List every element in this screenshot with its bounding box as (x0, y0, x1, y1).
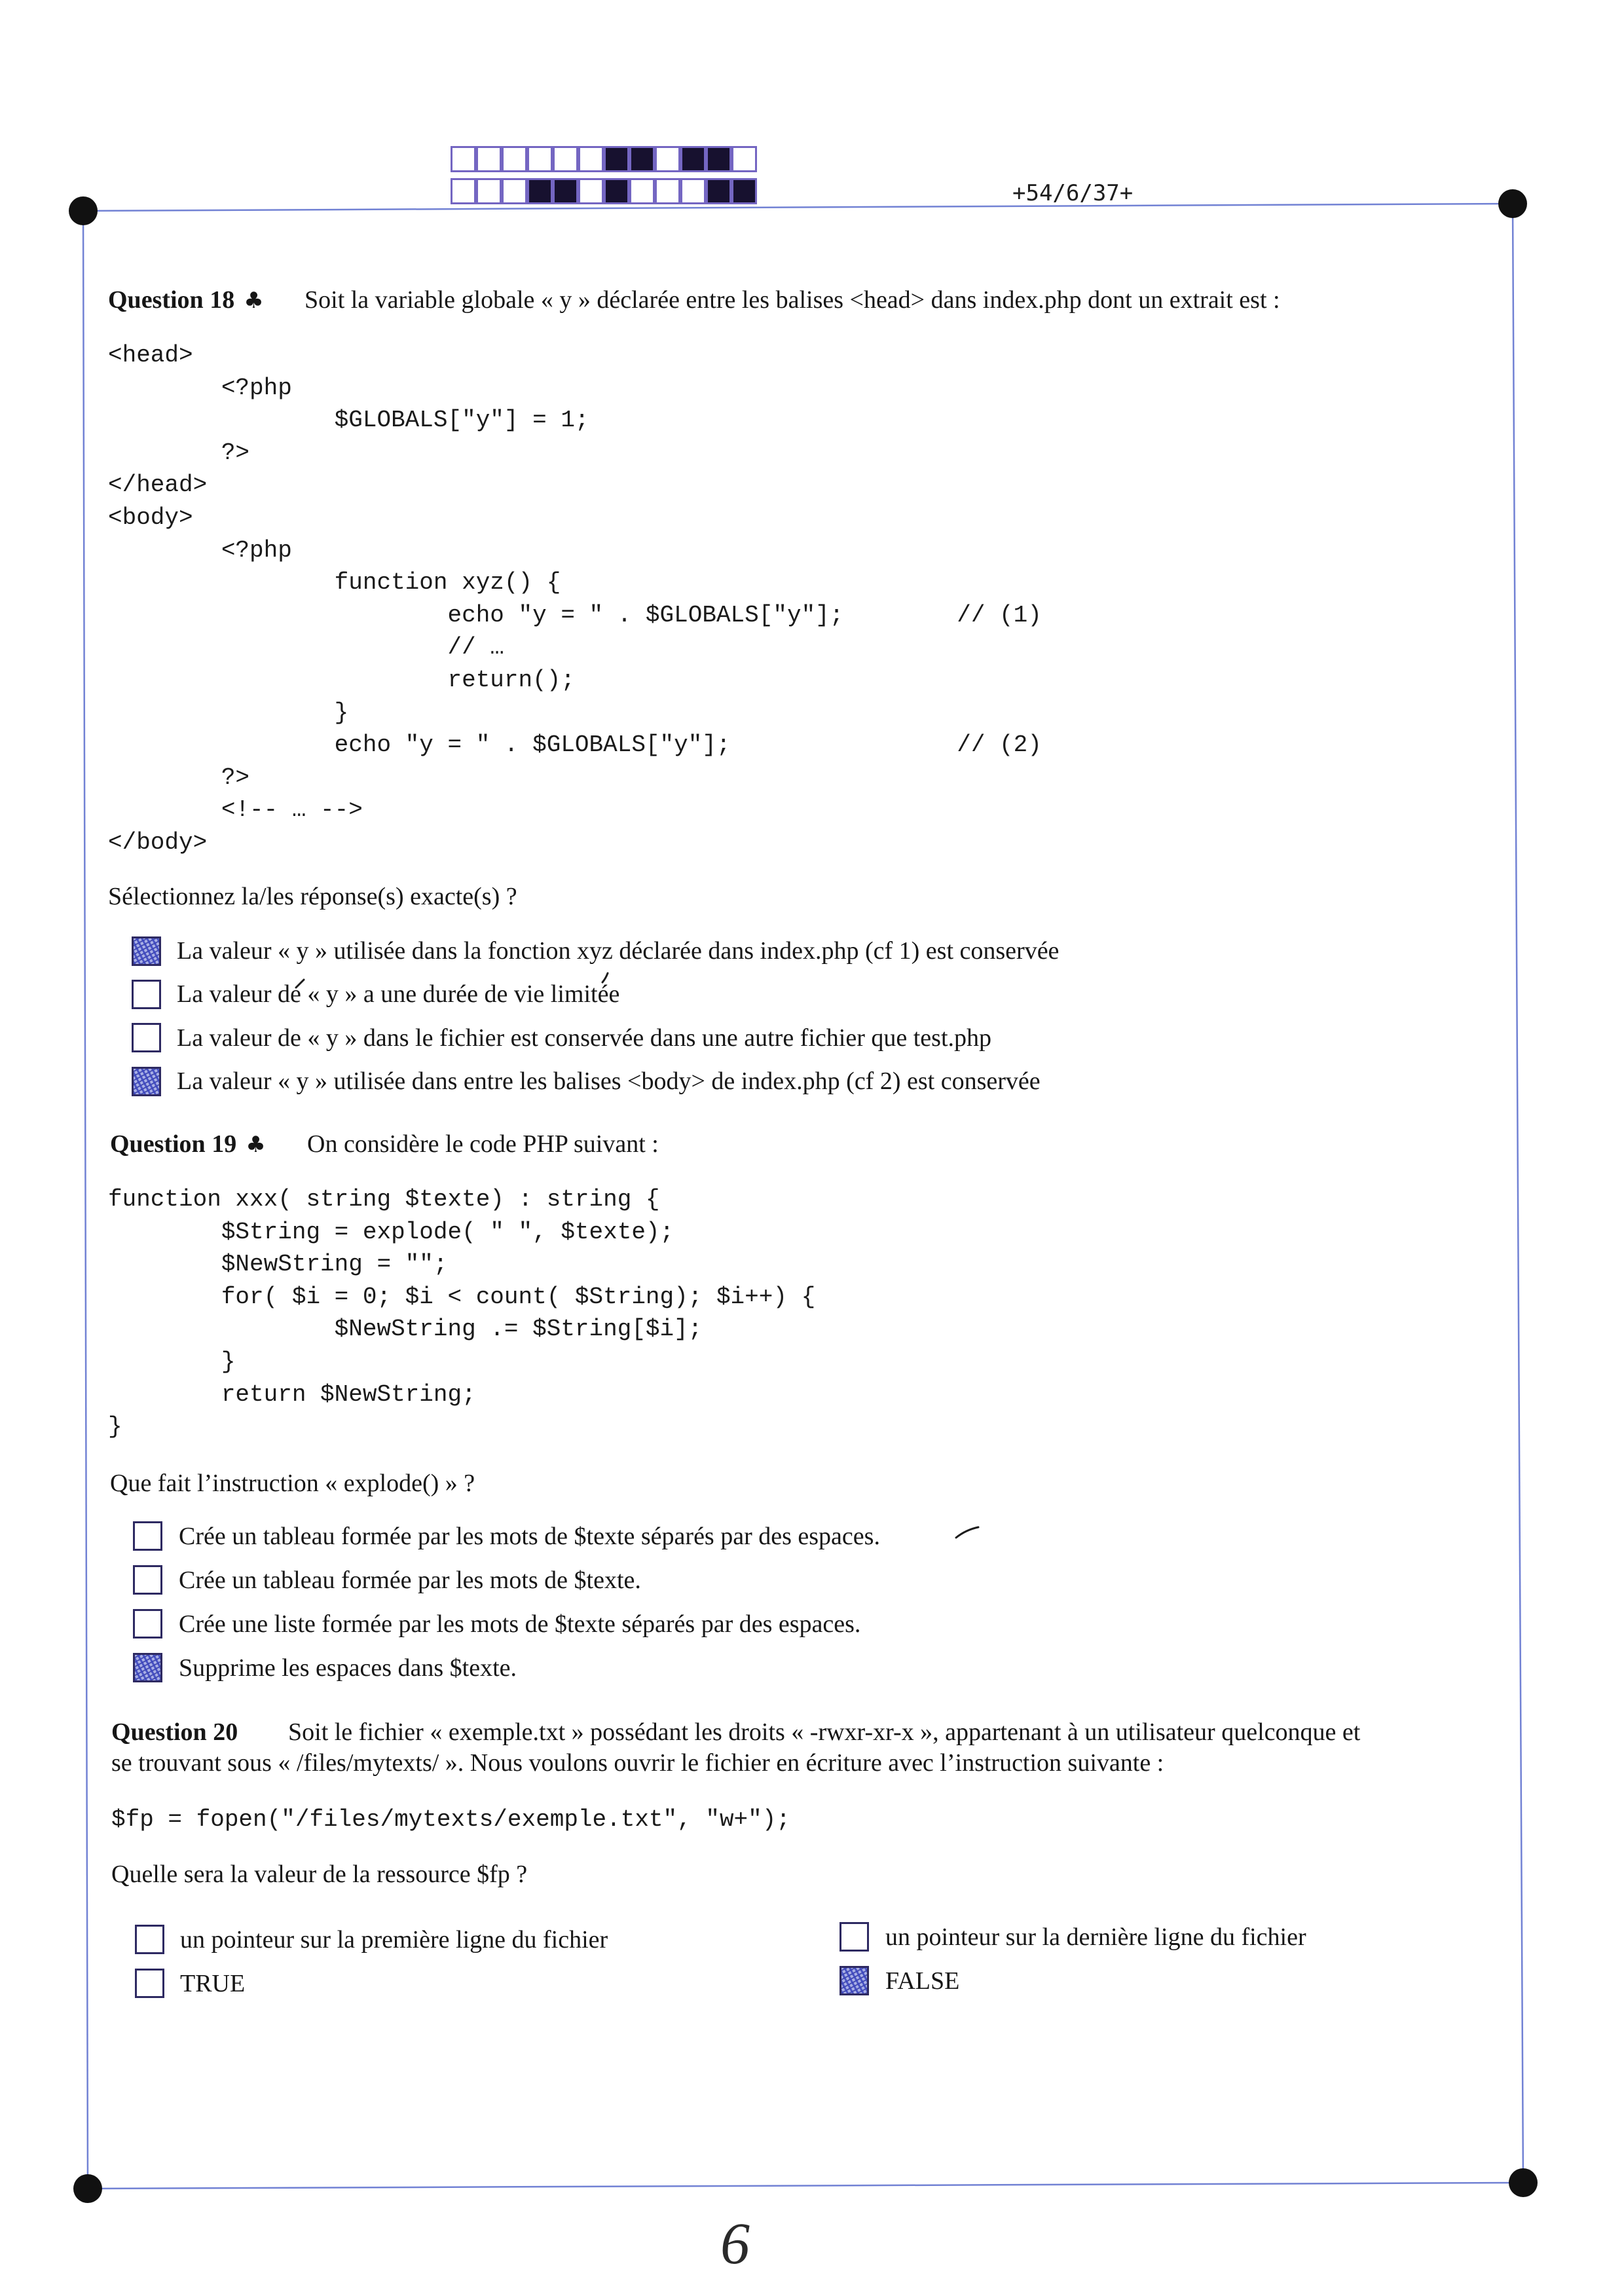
code-line: <?php (108, 374, 292, 401)
code-line: </head> (108, 472, 208, 499)
answer-option[interactable] (133, 1646, 880, 1690)
answer-option[interactable] (135, 1961, 608, 2005)
question-label: Question 18 (108, 286, 235, 314)
id-box (502, 178, 527, 204)
answer-checkbox[interactable] (132, 980, 161, 1009)
id-box (629, 178, 655, 204)
question-label: Question 20 (111, 1718, 238, 1746)
frame-right-line (1513, 204, 1523, 2183)
id-box (604, 178, 629, 204)
id-box (502, 146, 527, 172)
answer-option[interactable] (132, 1060, 1059, 1103)
code-line: ?> (108, 764, 250, 791)
code-line: } (108, 1348, 236, 1375)
code-line: } (108, 699, 349, 726)
question-20-instruction: Quelle sera la valeur de la ressource $fp ? (111, 1861, 528, 1888)
code-line: <head> (108, 342, 193, 369)
answer-checkbox[interactable] (133, 1521, 162, 1551)
id-box (706, 146, 731, 172)
club-symbol-icon: ♣ (244, 287, 264, 314)
sheet-code: +54/6/37+ (1012, 180, 1134, 206)
question-19-header (110, 1128, 266, 1161)
answer-checkbox[interactable] (133, 1653, 162, 1682)
id-box (476, 178, 502, 204)
answer-option[interactable] (132, 929, 1059, 972)
answer-checkbox[interactable] (132, 936, 161, 966)
answer-checkbox[interactable] (840, 1922, 869, 1952)
answer-checkbox[interactable] (133, 1609, 162, 1639)
id-box (680, 178, 706, 204)
answer-checkbox[interactable] (135, 1969, 164, 1998)
code-line: return $NewString; (108, 1380, 476, 1408)
id-box (476, 146, 502, 172)
answer-option[interactable] (135, 1917, 608, 1961)
id-box (578, 178, 604, 204)
code-line: echo "y = " . $GLOBALS["y"]; // (2) (108, 731, 1042, 759)
answer-option-text: TRUE (180, 1969, 246, 1997)
answer-option-text: La valeur de « y » dans le fichier est conservée dans une autre fichier que test.php (177, 1024, 991, 1052)
answer-option-text: Crée un tableau formée par les mots de $texte. (179, 1566, 641, 1594)
question-label: Question 19 (110, 1130, 237, 1158)
code-line: <!-- … --> (108, 796, 363, 824)
question-19-options (133, 1514, 880, 1690)
id-box (629, 146, 655, 172)
id-box-row (451, 146, 757, 172)
question-18-code-listing (108, 339, 1042, 859)
id-box (578, 146, 604, 172)
id-box (451, 146, 476, 172)
question-18-prompt: Soit la variable globale « y » déclarée entre les balises <head> dans index.php dont un extrait est : (304, 286, 1280, 314)
answer-checkbox[interactable] (132, 1067, 161, 1096)
answer-option[interactable] (133, 1514, 880, 1558)
registration-dot-bottom-left (73, 2174, 102, 2203)
code-line: // … (108, 634, 504, 661)
answer-option[interactable] (840, 1915, 1306, 1959)
frame-top-line (83, 204, 1513, 211)
answer-option-text: un pointeur sur la première ligne du fichier (180, 1925, 608, 1953)
registration-dot-top-left (69, 196, 98, 225)
id-box (527, 146, 553, 172)
question-20-prompt-line: se trouvant sous « /files/mytexts/ ». Nous voulons ouvrir le fichier en écriture avec l’instruction suivante : (111, 1749, 1164, 1777)
question-20-code-listing (111, 1804, 790, 1836)
question-20-options-right-column (840, 1915, 1306, 2003)
answer-option[interactable] (133, 1602, 880, 1646)
registration-dot-bottom-right (1509, 2168, 1538, 2197)
code-line: } (108, 1413, 122, 1441)
code-line: echo "y = " . $GLOBALS["y"]; // (1) (108, 601, 1042, 629)
question-18-instruction: Sélectionnez la/les réponse(s) exacte(s) ? (108, 883, 517, 910)
answer-option-text: un pointeur sur la dernière ligne du fichier (885, 1923, 1306, 1951)
answer-checkbox[interactable] (133, 1565, 162, 1595)
code-line: return(); (108, 666, 575, 694)
id-box (731, 146, 757, 172)
code-line: $NewString = ""; (108, 1251, 448, 1278)
id-box (655, 146, 680, 172)
id-box (680, 146, 706, 172)
answer-option[interactable] (132, 1016, 1059, 1060)
question-19-code-listing (108, 1183, 815, 1443)
code-line: <?php (108, 536, 292, 564)
code-line: function xyz() { (108, 569, 561, 597)
id-box-row (451, 178, 757, 204)
pen-mark (956, 1527, 978, 1538)
question-18-header (108, 284, 264, 317)
question-19-prompt: On considère le code PHP suivant : (307, 1130, 659, 1158)
frame-bottom-line (88, 2183, 1523, 2189)
question-20-header (111, 1716, 238, 1749)
id-box (527, 178, 553, 204)
answer-checkbox[interactable] (132, 1023, 161, 1052)
question-20-prompt-line: Soit le fichier « exemple.txt » possédant les droits « -rwxr-xr-x », appartenant à un utilisateur quelconque et (288, 1718, 1361, 1746)
sheet-id-boxes (451, 146, 757, 204)
answer-option-text: FALSE (885, 1967, 960, 1995)
answer-option-text: Crée un tableau formée par les mots de $texte séparés par des espaces. (179, 1522, 880, 1550)
registration-dot-top-right (1498, 189, 1527, 218)
code-line: function xxx( string $texte) : string { (108, 1186, 660, 1213)
code-line: $String = explode( " ", $texte); (108, 1218, 674, 1246)
id-box (706, 178, 731, 204)
answer-checkbox[interactable] (840, 1966, 869, 1995)
code-line: for( $i = 0; $i < count( $String); $i++) { (108, 1283, 816, 1310)
code-line: $fp = fopen("/files/mytexts/exemple.txt", "w+"); (111, 1806, 790, 1833)
answer-checkbox[interactable] (135, 1925, 164, 1954)
answer-option-text: Supprime les espaces dans $texte. (179, 1654, 517, 1682)
id-box (451, 178, 476, 204)
answer-option[interactable] (133, 1558, 880, 1602)
page-number: 6 (720, 2212, 750, 2276)
answer-option[interactable] (840, 1959, 1306, 2003)
code-line: ?> (108, 439, 250, 466)
id-box (655, 178, 680, 204)
answer-option-text: La valeur « y » utilisée dans la fonction xyz déclarée dans index.php (cf 1) est conservée (177, 937, 1060, 965)
answer-option-text: La valeur de « y » a une durée de vie limitée (177, 980, 620, 1009)
id-box (553, 178, 578, 204)
answer-option[interactable] (132, 972, 1059, 1016)
club-symbol-icon: ♣ (246, 1132, 266, 1158)
question-19-instruction: Que fait l’instruction « explode() » ? (110, 1470, 475, 1497)
frame-left-line (83, 211, 88, 2189)
code-line: </body> (108, 828, 208, 856)
answer-option-text: Crée une liste formée par les mots de $texte séparés par des espaces. (179, 1610, 861, 1638)
question-18-options (132, 929, 1059, 1103)
question-20-options-left-column (135, 1917, 608, 2005)
id-box (731, 178, 757, 204)
code-line: $NewString .= $String[$i]; (108, 1316, 703, 1343)
id-box (553, 146, 578, 172)
answer-option-text: La valeur « y » utilisée dans entre les balises <body> de index.php (cf 2) est conservée (177, 1067, 1041, 1096)
code-line: <body> (108, 504, 193, 531)
id-box (604, 146, 629, 172)
code-line: $GLOBALS["y"] = 1; (108, 407, 589, 434)
